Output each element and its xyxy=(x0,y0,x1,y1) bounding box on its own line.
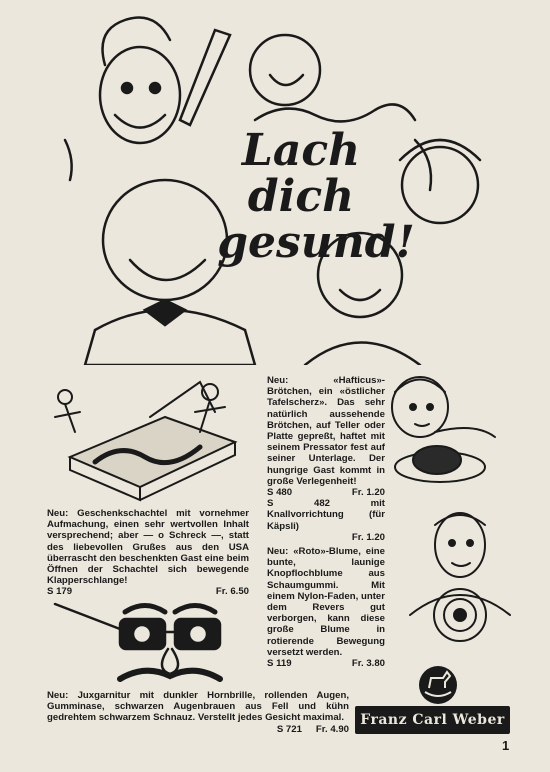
product-price: Fr. 1.20 xyxy=(351,531,385,543)
product-title: Neu: «Hafticus»-Brötchen xyxy=(267,375,385,398)
product-description: mit vornehmer Aufmachung, einen sehr wertvollen Inhalt versprechend; aber — o Schreck —, statt des liebevollen Grußes aus den USA überrascht den beschenkten Gast eine beim Öffnen der Schachtel sich bewegende Klapperschlange! xyxy=(47,508,249,587)
rocking-horse-icon xyxy=(413,664,463,706)
product-price: Fr. 6.50 xyxy=(215,586,249,598)
headline-line-1: Lach dich xyxy=(241,125,361,222)
product-title: Neu: «Roto»-Blume xyxy=(267,546,359,557)
flower-man-illustration xyxy=(400,505,515,665)
product-roto-blume xyxy=(267,546,385,669)
headline xyxy=(186,125,416,268)
product-price: Fr. 1.20 xyxy=(351,487,385,499)
product-variant: S 482 mit Knallvorrichtung (für Käpsli) xyxy=(267,498,385,532)
product-description: , ein «östlicher Tafelscherz». Das sehr natürlich aussehende Brötchen, auf Teller oder Platte gepreßt, haftet mit seinem Pressator fest auf seiner Unterlage. Der hungrige Gast kommt in große Verlegenheit! xyxy=(267,386,385,487)
product-juxgarnitur xyxy=(47,690,349,735)
product-sku: S 119 xyxy=(267,658,292,670)
product-title: Neu: Geschenkschachtel xyxy=(47,508,168,519)
product-title: Neu: Juxgarnitur xyxy=(47,690,131,701)
product-description: , eine bunte, launige Knopflochblume aus Schaumgummi. Mit einem Nylon-Faden, unter dem Revers gut verborgen, kann diese große Blume in rotierende Bewegung versetzt werden. xyxy=(267,546,386,658)
product-geschenkschachtel xyxy=(47,508,249,598)
product-price: Fr. 3.80 xyxy=(351,658,385,670)
headline-line-2: gesund! xyxy=(217,217,415,268)
bread-roll-man-illustration xyxy=(375,372,515,497)
product-hafticus xyxy=(267,375,385,543)
product-sku: S 480 xyxy=(267,487,293,499)
product-price: Fr. 4.90 xyxy=(315,723,349,735)
gift-box-snake-illustration xyxy=(50,372,260,502)
product-sku: S 721 xyxy=(276,723,302,735)
product-description: mit dunkler Hornbrille, rollenden Augen, Gumminase, schwarzen Augenbrauen aus Fell und kühn gedrehtem schwarzem Schnauz. Verstellt jedes Gesicht maximal. xyxy=(47,690,349,724)
page-number: 1 xyxy=(502,738,510,753)
product-sku: S 179 xyxy=(47,586,73,598)
joke-glasses-illustration xyxy=(50,594,245,694)
brand-logo: Franz Carl Weber xyxy=(355,706,510,734)
